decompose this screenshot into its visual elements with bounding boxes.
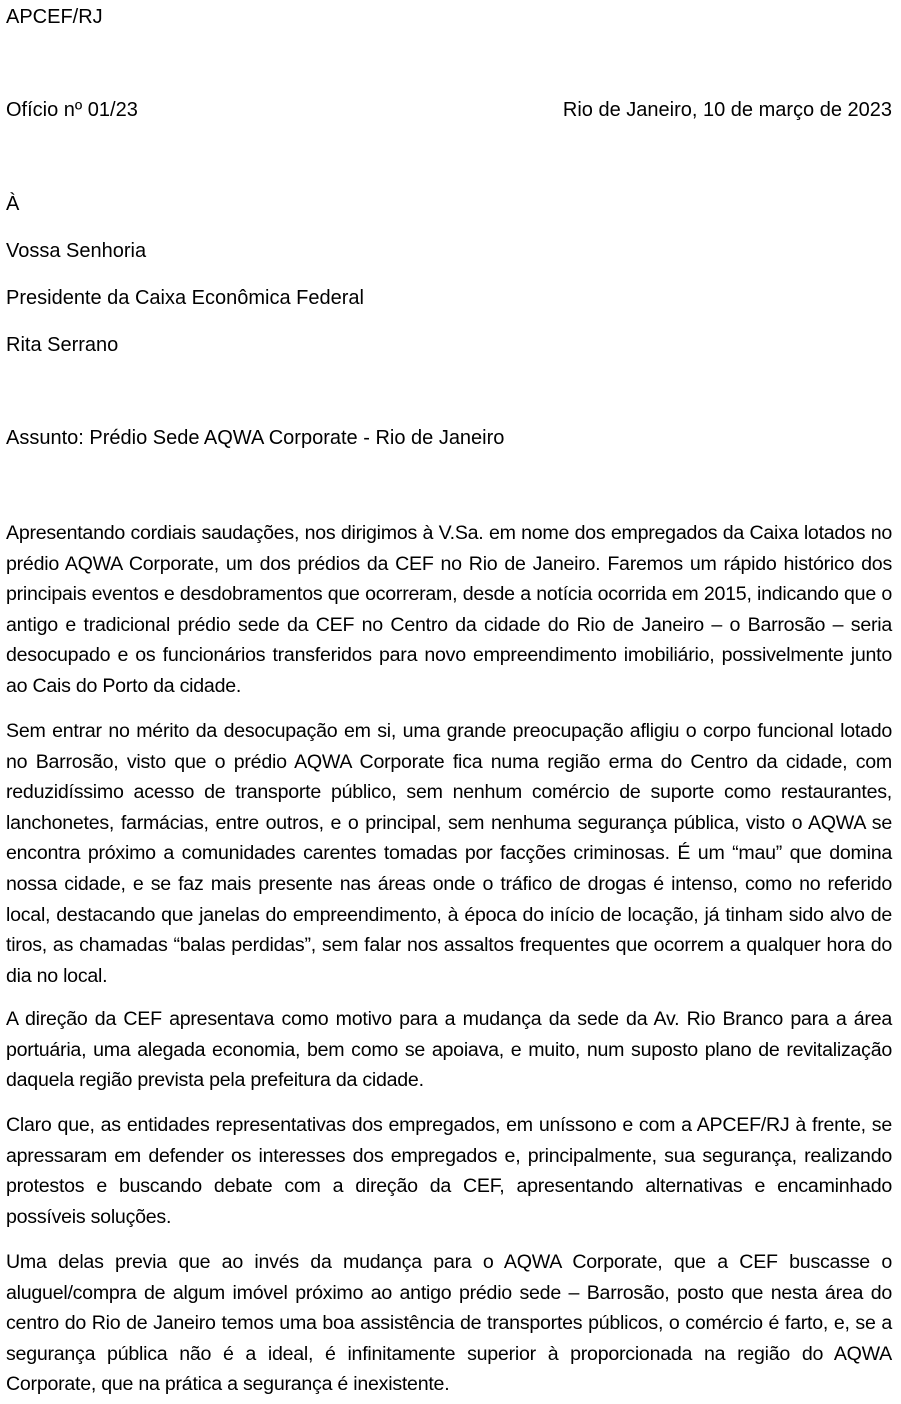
subject-line: Assunto: Prédio Sede AQWA Corporate - Rio de Janeiro: [6, 427, 505, 449]
oficio-number: Ofício nº 01/23: [6, 99, 138, 121]
recipient-prefix: À: [6, 193, 20, 215]
place-date: Rio de Janeiro, 10 de março de 2023: [562, 99, 892, 121]
body-paragraph-4: Claro que, as entidades representativas dos empregados, em uníssono e com a APCEF/RJ à frente, se apressaram em defender os interesses dos empregados e, principalmente, sua segurança, realizando protestos e buscando debate com a direção da CEF, apresentando alternativas e encaminhado possíveis soluções.: [6, 1114, 892, 1228]
body-paragraph-5: Uma delas previa que ao invés da mudança para o AQWA Corporate, que a CEF buscasse o aluguel/compra de algum imóvel próximo ao antigo prédio sede – Barrosão, posto que nesta área do centro do Rio de Janeiro temos uma boa assistência de transportes públicos, o comércio é farto, e, se a segurança pública não é a ideal, é infinitamente superior à proporcionada na região do AQWA Corporate, que na prática a segurança é inexistente.: [6, 1251, 892, 1396]
letterhead-org: APCEF/RJ: [6, 6, 103, 28]
body-paragraph-1: Apresentando cordiais saudações, nos dirigimos à V.Sa. em nome dos empregados da Caixa lotados no prédio AQWA Corporate, um dos prédios da CEF no Rio de Janeiro. Faremos um rápido histórico dos principais eventos e desdobramentos que ocorreram, desde a notícia ocorrida em 2015, indicando que o antigo e tradicional prédio sede da CEF no Centro da cidade do Rio de Janeiro – o Barrosão – seria desocupado e os funcionários transferidos para novo empreendimento imobiliário, possivelmente junto ao Cais do Porto da cidade.: [6, 522, 892, 697]
recipient-name: Rita Serrano: [6, 334, 119, 356]
reference-line: [6, 98, 892, 122]
recipient-treatment: Vossa Senhoria: [6, 240, 147, 262]
recipient-role: Presidente da Caixa Econômica Federal: [6, 287, 364, 309]
body-paragraph-2: Sem entrar no mérito da desocupação em si, uma grande preocupação afligiu o corpo funcional lotado no Barrosão, visto que o prédio AQWA Corporate fica numa região erma do Centro da cidade, com reduzidíssimo acesso de transporte público, sem nenhum comércio de suporte como restaurantes, lanchonetes, farmácias, entre outros, e o principal, sem nenhuma segurança pública, visto o AQWA se encontra próximo a comunidades carentes tomadas por facções criminosas. É um “mau” que domina nossa cidade, e se faz mais presente nas áreas onde o tráfico de drogas é intenso, como no referido local, destacando que janelas do empreendimento, à época do início de locação, já tinham sido alvo de tiros, as chamadas “balas perdidas”, sem falar nos assaltos frequentes que ocorrem a qualquer hora do dia no local.: [6, 720, 892, 987]
body-paragraph-3: A direção da CEF apresentava como motivo para a mudança da sede da Av. Rio Branco para a área portuária, uma alegada economia, bem como se apoiava, e muito, num suposto plano de revitalização daquela região prevista pela prefeitura da cidade.: [6, 1008, 892, 1092]
